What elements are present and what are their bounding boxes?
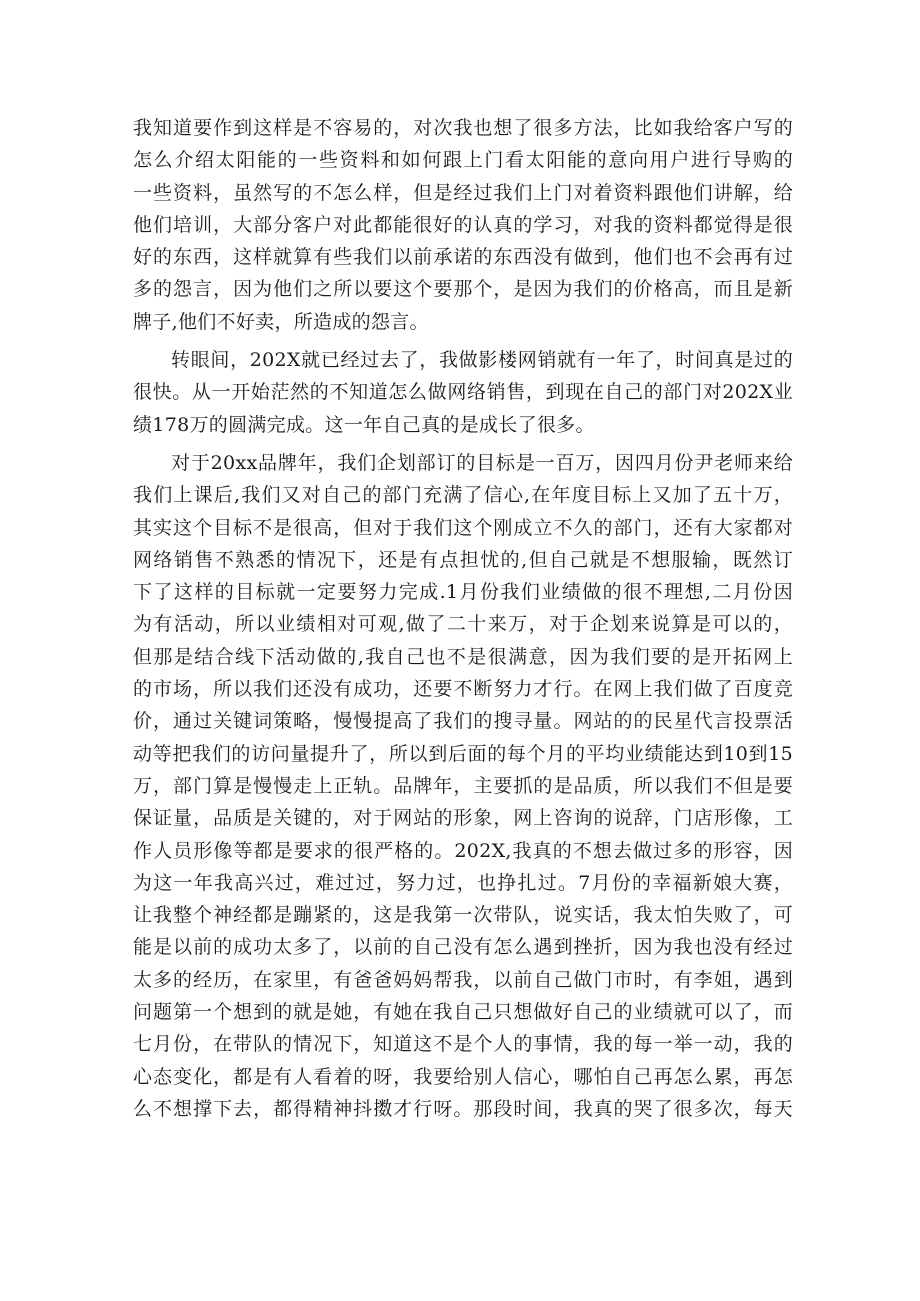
text-line: 保证量，品质是关键的，对于网站的形象，网上咨询的说辞，门店形像，工 (133, 807, 793, 830)
text-line: 的市场，所以我们还没有成功，还要不断努力才行。在网上我们做了百度竞 (133, 678, 793, 701)
text-line: 作人员形像等都是要求的很严格的。202X,我真的不想去做过多的形容，因 (133, 839, 793, 862)
text-line: 为有活动，所以业绩相对可观,做了二十来万，对于企划来说算是可以的， (133, 613, 793, 636)
text-line: 好的东西，这样就算有些我们以前承诺的东西没有做到，他们也不会再有过 (133, 246, 793, 269)
text-line: 一些资料，虽然写的不怎么样，但是经过我们上门对着资料跟他们讲解，给 (133, 181, 793, 204)
text-line: 么不想撑下去，都得精神抖擞才行呀。那段时间，我真的哭了很多次，每天 (133, 1097, 793, 1120)
text-line: 为这一年我高兴过，难过过，努力过，也挣扎过。7月份的幸福新娘大赛， (133, 871, 793, 894)
text-line: 我知道要作到这样是不容易的，对次我也想了很多方法，比如我给客户写的 (133, 117, 793, 139)
text-line: 绩178万的圆满完成。这一年自己真的是成长了很多。 (133, 413, 595, 436)
text-line: 下了这样的目标就一定要努力完成.1月份我们业绩做的很不理想,二月份因 (133, 581, 793, 604)
text-line: 网络销售不熟悉的情况下，还是有点担忧的,但自己就是不想服输，既然订 (133, 548, 793, 571)
text-line: 很快。从一开始茫然的不知道怎么做网络销售，到现在自己的部门对202X业 (133, 381, 793, 404)
text-line: 价，通过关键词策略，慢慢提高了我们的搜寻量。网站的的民星代言投票活 (133, 710, 793, 733)
paragraph-1 (133, 112, 793, 338)
text-line: 让我整个神经都是蹦紧的，这是我第一次带队，说实话，我太怕失败了，可 (133, 904, 793, 927)
text-line: 能是以前的成功太多了，以前的自己没有怎么遇到挫折，因为我也没有经过 (133, 936, 793, 959)
document-body (133, 112, 793, 1125)
text-line: 转眼间，202X就已经过去了，我做影楼网销就有一年了，时间真是过的 (171, 349, 793, 372)
text-line: 我们上课后,我们又对自己的部门充满了信心,在年度目标上又加了五十万， (133, 484, 793, 507)
text-line: 但那是结合线下活动做的,我自己也不是很满意，因为我们要的是开拓网上 (133, 645, 793, 668)
text-line: 太多的经历，在家里，有爸爸妈妈帮我，以前自己做门市时，有李姐，遇到 (133, 968, 793, 991)
text-line: 多的怨言，因为他们之所以要这个要那个，是因为我们的价格高，而且是新 (133, 278, 793, 301)
text-line: 动等把我们的访问量提升了，所以到后面的每个月的平均业绩能达到10到15 (133, 742, 793, 765)
text-line: 对于20xx品牌年，我们企划部订的目标是一百万，因四月份尹老师来给 (171, 451, 793, 474)
text-line: 怎么介绍太阳能的一些资料和如何跟上门看太阳能的意向用户进行导购的 (133, 149, 793, 172)
text-line: 其实这个目标不是很高，但对于我们这个刚成立不久的部门，还有大家都对 (133, 516, 793, 539)
text-line: 问题第一个想到的就是她，有她在我自己只想做好自己的业绩就可以了，而 (133, 1001, 793, 1024)
text-line: 万，部门算是慢慢走上正轨。品牌年，主要抓的是品质，所以我们不但是要 (133, 774, 793, 797)
text-line: 牌子,他们不好卖，所造成的怨言。 (133, 310, 429, 333)
text-line: 七月份，在带队的情况下，知道这不是个人的事情，我的每一举一动，我的 (133, 1033, 793, 1056)
text-line: 心态变化，都是有人看着的呀，我要给别人信心，哪怕自己再怎么累，再怎 (133, 1065, 793, 1088)
text-line: 他们培训，大部分客户对此都能很好的认真的学习，对我的资料都觉得是很 (133, 213, 793, 236)
paragraph-3 (133, 447, 793, 1125)
paragraph-2 (133, 344, 793, 441)
